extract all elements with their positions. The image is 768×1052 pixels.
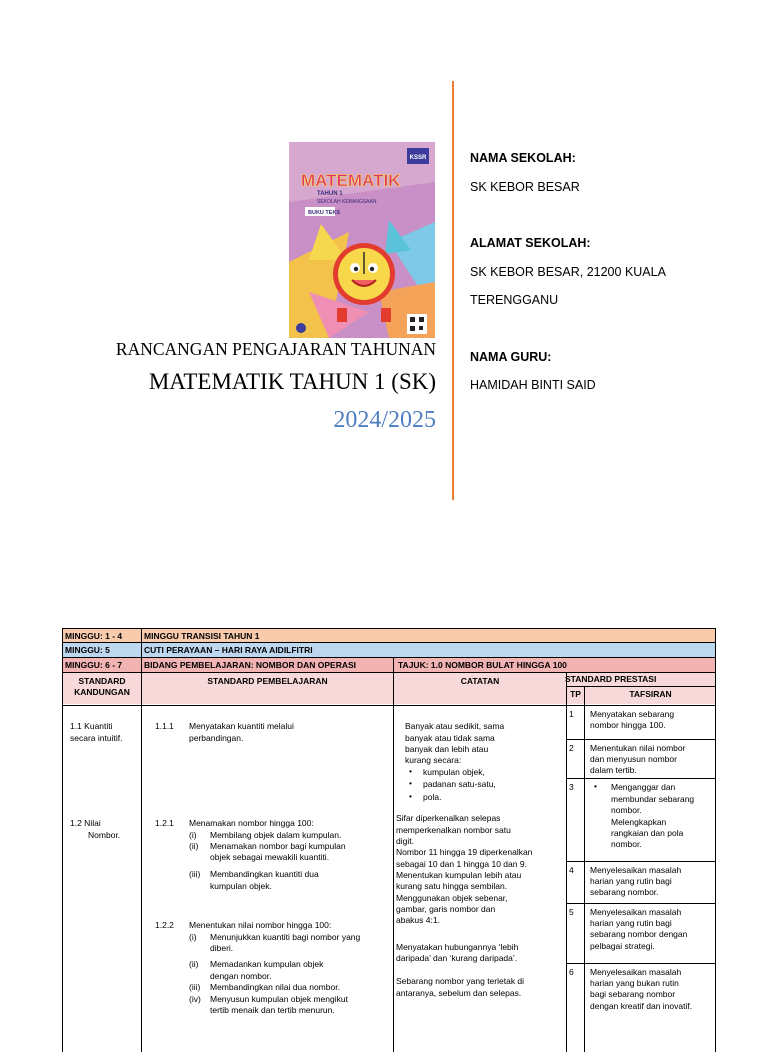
tp-text: sebarang nombor. <box>590 887 659 897</box>
book-subtitle: TAHUN 1 <box>317 191 343 197</box>
ls-text: Menyusun kumpulan objek mengikut <box>210 994 348 1004</box>
school-name-label: NAMA SEKOLAH: <box>470 151 576 165</box>
tp-text: membundar sebarang <box>611 794 695 804</box>
tp-level: 2 <box>569 743 574 753</box>
note-text: antaranya, sebelum dan selepas. <box>396 988 522 998</box>
week-label: MINGGU: 6 - 7 <box>65 660 123 670</box>
tp-text: rangkaian dan pola <box>611 828 684 838</box>
note-text: Menggunakan objek sebenar, <box>396 893 508 903</box>
ls-text: Menunjukkan kuantiti bagi nombor yang <box>210 932 361 942</box>
ls-roman: (iii) <box>189 869 201 879</box>
topic-title: TAJUK: 1.0 NOMBOR BULAT HINGGA 100 <box>398 660 567 670</box>
book-label: BUKU TEKS <box>308 210 341 216</box>
note-bullet-text: padanan satu-satu, <box>423 779 496 789</box>
header-interpretation: TAFSIRAN <box>629 689 672 699</box>
note-text: abakus 4:1. <box>396 915 440 925</box>
ls-text: Menentukan nilai nombor hingga 100: <box>189 920 332 930</box>
table-header <box>62 673 716 706</box>
bullet-icon: • <box>409 766 412 776</box>
header-tp: TP <box>570 689 581 699</box>
note-bullet-text: pola. <box>423 792 442 802</box>
ls-text: objek sebagai mewakili kuantiti. <box>210 852 330 862</box>
tp-text: Menyelesaikan masalah <box>590 907 682 917</box>
header-learning-standard: STANDARD PEMBELAJARAN <box>207 676 328 686</box>
tp-text: dengan kreatif dan inovatif. <box>590 1001 693 1011</box>
tp-text: harian yang bukan rutin <box>590 978 679 988</box>
tp-level: 1 <box>569 709 574 719</box>
content-standard-1-1-cont: secara intuitif. <box>70 733 123 743</box>
book-badge: KSSR <box>409 155 427 161</box>
note-text: sebagai 10 dan 1 hingga 10 dan 9. <box>396 859 527 869</box>
tp-text: harian yang rutin bagi <box>590 918 672 928</box>
tp-level: 6 <box>569 967 574 977</box>
ls-text: perbandingan. <box>189 733 244 743</box>
week-label: MINGGU: 1 - 4 <box>65 631 123 641</box>
textbook-cover-image <box>289 142 435 338</box>
ls-text: Menamakan nombor bagi kumpulan <box>210 841 346 851</box>
tp-text: nombor. <box>611 839 642 849</box>
table-row-transition <box>62 628 716 643</box>
school-address-label: ALAMAT SEKOLAH: <box>470 236 591 250</box>
note-text: Menentukan kumpulan lebih atau <box>396 870 522 880</box>
table-row-holiday <box>62 643 716 658</box>
content-standard-1-1: 1.1 Kuantiti <box>70 721 113 731</box>
ls-text: kumpulan objek. <box>210 881 272 891</box>
learning-area: BIDANG PEMBELAJARAN: NOMBOR DAN OPERASI <box>144 660 357 670</box>
note-text: Sebarang nombor yang terletak di <box>396 976 525 986</box>
tp-text: nombor hingga 100. <box>590 720 666 730</box>
tp-level: 4 <box>569 865 574 875</box>
ls-roman: (iii) <box>189 982 201 992</box>
week-description: MINGGU TRANSISI TAHUN 1 <box>144 631 260 641</box>
note-text: Nombor 11 hingga 19 diperkenalkan <box>396 847 533 857</box>
tp-text: Menentukan nilai nombor <box>590 743 686 753</box>
tp-text: pelbagai strategi. <box>590 941 655 951</box>
week-label: MINGGU: 5 <box>65 645 110 655</box>
ls-text: tertib menaik dan tertib menurun. <box>210 1005 335 1015</box>
ls-roman: (iv) <box>189 994 201 1004</box>
ls-roman: (i) <box>189 932 197 942</box>
divider-line <box>452 81 454 500</box>
lesson-plan-table <box>62 628 716 1052</box>
tp-text: dalam tertib. <box>590 765 637 775</box>
ls-text: Membandingkan nilai dua nombor. <box>210 982 340 992</box>
note-text: Sifar diperkenalkan selepas <box>396 813 501 823</box>
teacher-name-label: NAMA GURU: <box>470 350 552 364</box>
note-text: banyak atau tidak sama <box>405 733 495 743</box>
ls-roman: (ii) <box>189 841 199 851</box>
ls-number: 1.2.2 <box>155 920 174 930</box>
book-subtitle-2: SEKOLAH KEBANGSAAN <box>317 199 377 205</box>
table-row-topic <box>62 658 716 673</box>
content-standard-1-2-cont: Nombor. <box>88 830 121 840</box>
tp-text: Melengkapkan <box>611 817 667 827</box>
school-name-value: SK KEBOR BESAR <box>470 180 580 194</box>
ls-text: Menyatakan kuantiti melalui <box>189 721 294 731</box>
ls-text: Membandingkan kuantiti dua <box>210 869 319 879</box>
note-text: kurang secara: <box>405 755 462 765</box>
document-year: 2024/2025 <box>333 407 436 433</box>
note-bullet-text: kumpulan objek, <box>423 767 485 777</box>
table-body <box>62 706 716 1052</box>
ls-text: Membilang objek dalam kumpulan. <box>210 830 342 840</box>
note-text: banyak dan lebih atau <box>405 744 489 754</box>
bullet-icon: • <box>409 778 412 788</box>
tp-text: bagi sebarang nombor <box>590 989 676 999</box>
tp-text: Menganggar dan <box>611 782 676 792</box>
ls-text: Menamakan nombor hingga 100: <box>189 818 314 828</box>
tp-level: 3 <box>569 782 574 792</box>
week-description: CUTI PERAYAAN – HARI RAYA AIDILFITRI <box>144 645 313 655</box>
bullet-icon: • <box>594 781 597 791</box>
ls-number: 1.2.1 <box>155 818 174 828</box>
ls-text: Memadankan kumpulan objek <box>210 959 324 969</box>
header-performance-standard: STANDARD PRESTASI <box>565 674 657 684</box>
content-standard-1-2: 1.2 Nilai <box>70 818 101 828</box>
header-sk-line2: KANDUNGAN <box>74 687 130 697</box>
note-text: Banyak atau sedikit, sama <box>405 721 505 731</box>
tp-text: sebarang nombor dengan <box>590 929 688 939</box>
bullet-icon: • <box>409 791 412 801</box>
tp-text: dan menyusun nombor <box>590 754 677 764</box>
ls-text: diberi. <box>210 943 234 953</box>
tp-text: Menyelesaikan masalah <box>590 967 682 977</box>
header-sk-line1: STANDARD <box>78 676 126 686</box>
document-title-line-2: MATEMATIK TAHUN 1 (SK) <box>148 369 436 394</box>
note-text: Menyatakan hubungannya ‘lebih <box>396 942 519 952</box>
teacher-name-value: HAMIDAH BINTI SAID <box>470 378 596 392</box>
document-title-line-1: RANCANGAN PENGAJARAN TAHUNAN <box>115 339 436 359</box>
note-text: memperkenalkan nombor satu <box>396 825 511 835</box>
note-text: gambar, garis nombor dan <box>396 904 496 914</box>
tp-level: 5 <box>569 907 574 917</box>
ls-roman: (i) <box>189 830 197 840</box>
school-address-line-1: SK KEBOR BESAR, 21200 KUALA <box>470 265 666 279</box>
ls-number: 1.1.1 <box>155 721 174 731</box>
tp-text: Menyatakan sebarang <box>590 709 675 719</box>
book-title: MATEMATIK <box>301 171 401 190</box>
tp-text: Menyelesaikan masalah <box>590 865 682 875</box>
tp-text: nombor. <box>611 805 642 815</box>
note-text: digit. <box>396 836 414 846</box>
note-text: kurang satu hingga sembilan. <box>396 881 508 891</box>
note-text: daripada’ dan ‘kurang daripada’. <box>396 953 518 963</box>
ls-text: dengan nombor. <box>210 971 272 981</box>
school-address-line-2: TERENGGANU <box>470 293 559 307</box>
tp-text: harian yang rutin bagi <box>590 876 672 886</box>
header-notes: CATATAN <box>460 676 500 686</box>
ls-roman: (ii) <box>189 959 199 969</box>
